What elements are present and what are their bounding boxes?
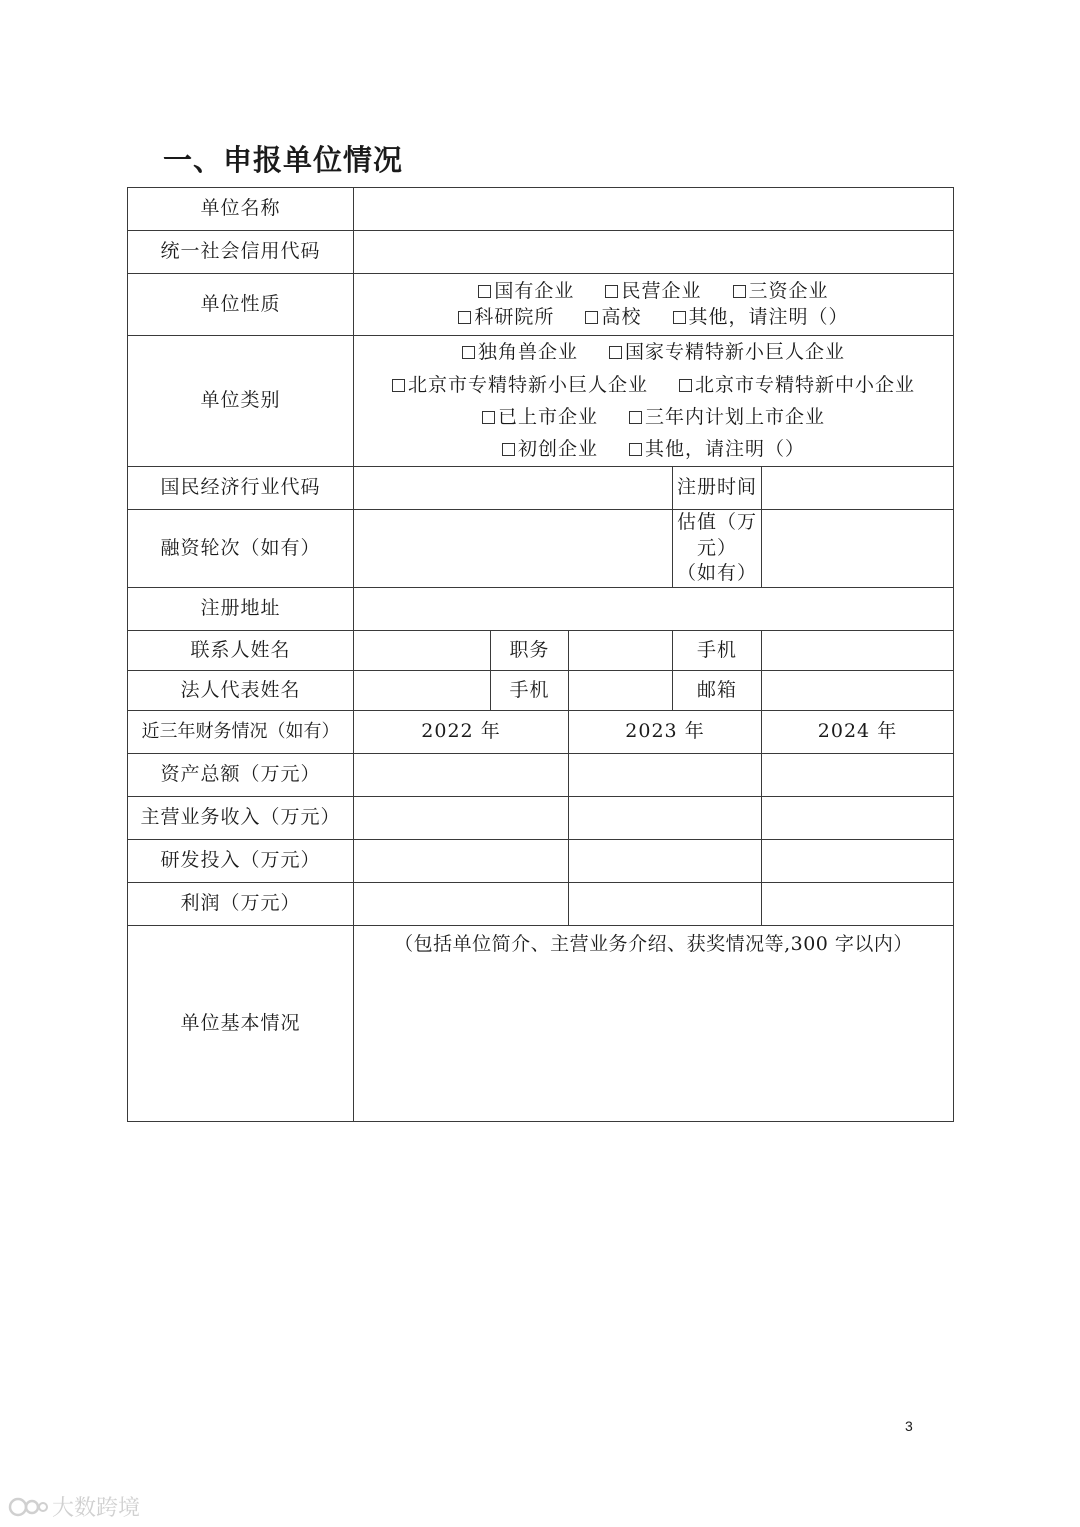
registered-address-label: 注册地址 <box>128 587 354 630</box>
rd-investment-2022-field[interactable] <box>354 839 569 882</box>
contact-mobile-field[interactable] <box>762 630 954 670</box>
option-state-owned[interactable]: 国有企业 <box>478 280 574 302</box>
main-revenue-2024-field[interactable] <box>762 796 954 839</box>
option-university[interactable]: 高校 <box>585 306 641 328</box>
checkbox-icon[interactable] <box>609 346 622 359</box>
registered-address-field[interactable] <box>354 587 954 630</box>
rd-investment-2023-field[interactable] <box>569 839 762 882</box>
profit-2022-field[interactable] <box>354 882 569 925</box>
checkbox-icon[interactable] <box>679 379 692 392</box>
profit-2024-field[interactable] <box>762 882 954 925</box>
email-field[interactable] <box>762 670 954 710</box>
row-contact <box>128 630 954 670</box>
registration-time-field[interactable] <box>762 467 954 510</box>
profit-label: 利润（万元） <box>128 882 354 925</box>
main-revenue-2022-field[interactable] <box>354 796 569 839</box>
option-foreign-invested[interactable]: 三资企业 <box>733 280 829 302</box>
profit-2023-field[interactable] <box>569 882 762 925</box>
checkbox-icon[interactable] <box>585 311 598 324</box>
valuation-field[interactable] <box>762 510 954 588</box>
option-beijing-sme[interactable]: 北京市专精特新中小企业 <box>679 374 915 396</box>
row-finance-header <box>128 710 954 753</box>
basic-info-field[interactable] <box>354 925 954 1121</box>
unit-nature-label: 单位性质 <box>128 274 354 336</box>
checkbox-icon[interactable] <box>478 285 491 298</box>
unit-name-field[interactable] <box>354 188 954 231</box>
basic-info-note: （包括单位简介、主营业务介绍、获奖情况等,300 字以内） <box>394 932 913 955</box>
checkbox-icon[interactable] <box>733 285 746 298</box>
rd-investment-2024-field[interactable] <box>762 839 954 882</box>
year-2023-header: 2023 年 <box>569 710 762 753</box>
option-research-institute[interactable]: 科研院所 <box>458 306 554 328</box>
unit-category-options <box>354 336 954 467</box>
row-financing <box>128 510 954 588</box>
checkbox-icon[interactable] <box>673 311 686 324</box>
page-number: 3 <box>905 1418 913 1434</box>
valuation-label-line1: 估值（万元） <box>676 511 757 559</box>
watermark-text: 大数跨境 <box>52 1496 141 1521</box>
row-profit <box>128 882 954 925</box>
checkbox-icon[interactable] <box>629 411 642 424</box>
row-rd-investment <box>128 839 954 882</box>
row-registered-address <box>128 587 954 630</box>
basic-info-label: 单位基本情况 <box>128 925 354 1121</box>
rd-investment-label: 研发投入（万元） <box>128 839 354 882</box>
row-legal-rep <box>128 670 954 710</box>
contact-name-label: 联系人姓名 <box>128 630 354 670</box>
legal-rep-name-label: 法人代表姓名 <box>128 670 354 710</box>
checkbox-icon[interactable] <box>502 443 515 456</box>
option-planned-listing[interactable]: 三年内计划上市企业 <box>629 406 825 428</box>
credit-code-field[interactable] <box>354 231 954 274</box>
total-assets-2023-field[interactable] <box>569 753 762 796</box>
row-basic-info <box>128 925 954 1121</box>
valuation-label <box>673 510 762 588</box>
year-2024-header: 2024 年 <box>762 710 954 753</box>
row-unit-nature <box>128 274 954 336</box>
option-national-little-giant[interactable]: 国家专精特新小巨人企业 <box>609 341 845 363</box>
position-label: 职务 <box>491 630 569 670</box>
registration-time-label: 注册时间 <box>673 467 762 510</box>
total-assets-2024-field[interactable] <box>762 753 954 796</box>
row-main-revenue <box>128 796 954 839</box>
checkbox-icon[interactable] <box>462 346 475 359</box>
option-startup[interactable]: 初创企业 <box>502 438 598 460</box>
total-assets-label: 资产总额（万元） <box>128 753 354 796</box>
row-credit-code <box>128 231 954 274</box>
checkbox-icon[interactable] <box>458 311 471 324</box>
financing-round-field[interactable] <box>354 510 673 588</box>
main-revenue-label: 主营业务收入（万元） <box>128 796 354 839</box>
credit-code-label: 统一社会信用代码 <box>128 231 354 274</box>
valuation-label-line2: （如有） <box>676 562 757 585</box>
finance-header-label: 近三年财务情况（如有） <box>128 710 354 753</box>
main-revenue-2023-field[interactable] <box>569 796 762 839</box>
option-nature-other[interactable]: 其他，请注明（） <box>673 306 849 328</box>
watermark <box>8 1491 140 1522</box>
position-field[interactable] <box>569 630 673 670</box>
row-unit-name <box>128 188 954 231</box>
checkbox-icon[interactable] <box>605 285 618 298</box>
option-beijing-little-giant[interactable]: 北京市专精特新小巨人企业 <box>392 374 648 396</box>
checkbox-icon[interactable] <box>392 379 405 392</box>
row-unit-category <box>128 336 954 467</box>
application-form-table <box>127 187 954 1122</box>
financing-round-label: 融资轮次（如有） <box>128 510 354 588</box>
contact-mobile-label: 手机 <box>673 630 762 670</box>
industry-code-field[interactable] <box>354 467 673 510</box>
option-category-other[interactable]: 其他，请注明（） <box>629 438 805 460</box>
checkbox-icon[interactable] <box>629 443 642 456</box>
email-label: 邮箱 <box>673 670 762 710</box>
legal-rep-mobile-field[interactable] <box>569 670 673 710</box>
legal-rep-name-field[interactable] <box>354 670 491 710</box>
option-unicorn[interactable]: 独角兽企业 <box>462 341 578 363</box>
row-total-assets <box>128 753 954 796</box>
row-industry-code <box>128 467 954 510</box>
unit-name-label: 单位名称 <box>128 188 354 231</box>
legal-rep-mobile-label: 手机 <box>491 670 569 710</box>
industry-code-label: 国民经济行业代码 <box>128 467 354 510</box>
unit-category-label: 单位类别 <box>128 336 354 467</box>
year-2022-header: 2022 年 <box>354 710 569 753</box>
watermark-logo-icon <box>8 1496 48 1518</box>
option-listed[interactable]: 已上市企业 <box>482 406 598 428</box>
contact-name-field[interactable] <box>354 630 491 670</box>
option-private[interactable]: 民营企业 <box>605 280 701 302</box>
unit-nature-options <box>354 274 954 336</box>
section-title: 一、申报单位情况 <box>163 143 404 177</box>
total-assets-2022-field[interactable] <box>354 753 569 796</box>
checkbox-icon[interactable] <box>482 411 495 424</box>
